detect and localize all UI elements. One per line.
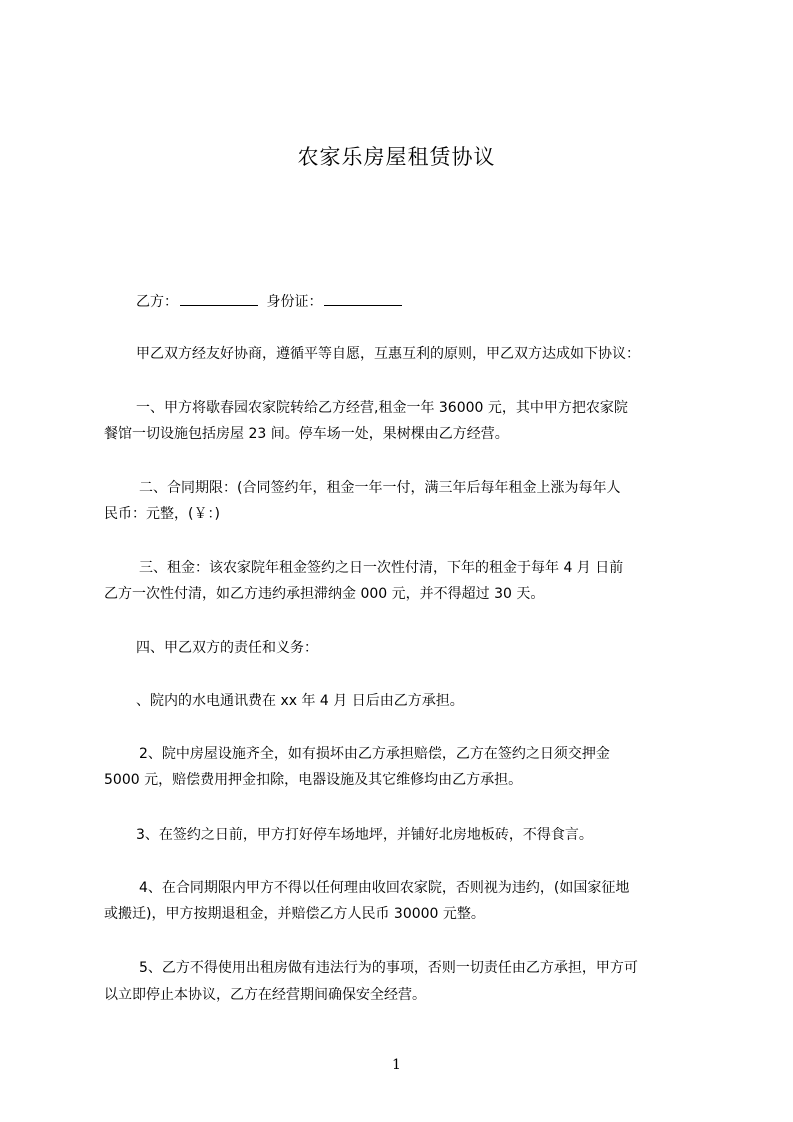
clause-1-line-1: 一、甲方将歇春园农家院转给乙方经营,租金一年 36000 元，其中甲方把农家院 [136, 400, 628, 416]
clause-4-item-1: 、院内的水电通讯费在 xx 年 4 月 日后由乙方承担。 [136, 693, 464, 709]
page-number: 1 [392, 1057, 401, 1073]
document-title: 农家乐房屋租赁协议 [297, 145, 496, 169]
party-b-name-blank [180, 293, 258, 306]
party-b-label: 乙方： [136, 294, 178, 310]
clause-3-line-2: 乙方一次性付清，如乙方违约承担滞纳金 000 元，并不得超过 30 天。 [104, 586, 545, 602]
clause-4-item-2-line-2: 5000 元，赔偿费用押金扣除，电器设施及其它维修均由乙方承担。 [104, 772, 523, 788]
clause-4-heading: 四、甲乙双方的责任和义务： [136, 640, 318, 656]
clause-4-item-4-line-1: 4、在合同期限内甲方不得以任何理由收回农家院，否则视为违约，(如国家征地 [139, 880, 630, 896]
party-b-line [136, 292, 736, 312]
clause-4-item-4-line-2: 或搬迁)，甲方按期退租金，并赔偿乙方人民币 30000 元整。 [104, 906, 485, 922]
intro-paragraph: 甲乙双方经友好协商，遵循平等自愿，互惠互利的原则，甲乙双方达成如下协议： [136, 346, 640, 362]
clause-3-line-1: 三、租金：该农家院年租金签约之日一次性付清，下年的租金于每年 4 月 日前 [139, 560, 624, 576]
clause-2-line-2: 民币：元整，(￥：) [104, 506, 220, 522]
clause-4-item-3: 3、在签约之日前，甲方打好停车场地坪，并铺好北房地板砖，不得食言。 [136, 827, 593, 843]
clause-4-item-5-line-2: 以立即停止本协议，乙方在经营期间确保安全经营。 [104, 987, 426, 1003]
id-card-label: 身份证： [266, 294, 323, 310]
clause-2-line-1: 二、合同期限：(合同签约年，租金一年一付，满三年后每年租金上涨为每年人 [139, 480, 621, 496]
clause-1-line-2: 餐馆一切设施包括房屋 23 间。停车场一处，果树棵由乙方经营。 [104, 426, 509, 442]
id-card-number-blank [324, 293, 402, 306]
clause-4-item-2-line-1: 2、院中房屋设施齐全，如有损坏由乙方承担赔偿，乙方在签约之日须交押金 [139, 746, 610, 762]
clause-4-item-5-line-1: 5、乙方不得使用出租房做有违法行为的事项，否则一切责任由乙方承担，甲方可 [139, 960, 638, 976]
